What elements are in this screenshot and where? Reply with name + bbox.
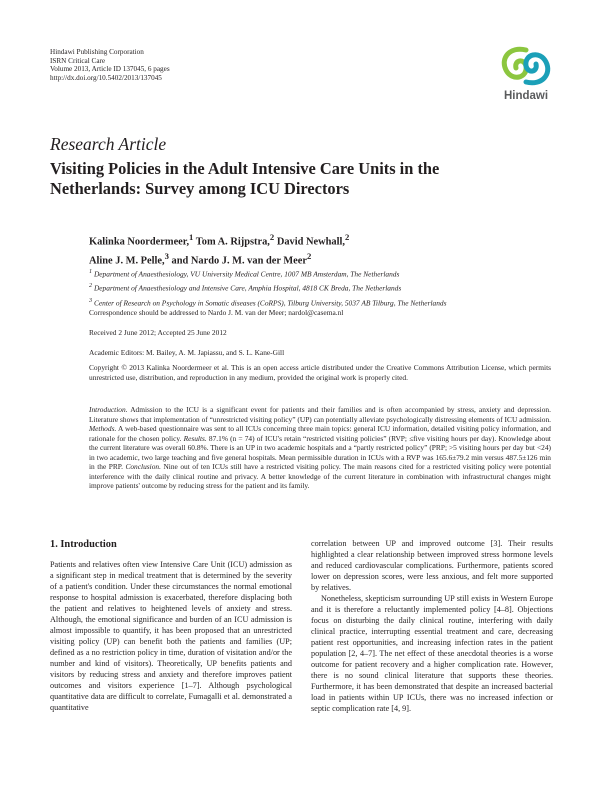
author-name: Kalinka Noordermeer, — [89, 236, 190, 248]
abstract-methods: A web-based questionnaire was sent to all ICUs concerning three main topics: general ICU information, detailed visiting policy information, and rationale for the chosen policy. — [89, 424, 551, 443]
left-column — [50, 559, 292, 713]
abstract-results-label: Results. — [183, 433, 207, 443]
affiliation-sup: 3 — [89, 297, 93, 304]
volume-info: Volume 2013, Article ID 137045, 6 pages — [50, 65, 170, 74]
author-sup: 2 — [307, 251, 312, 262]
author-sup: 2 — [344, 232, 350, 242]
affiliation-text: Department of Anaesthesiology and Intensive Care, Amphia Hospital, 4818 CK Breda, The Netherlands — [93, 283, 402, 293]
correspondence: Correspondence should be addressed to Nardo J. M. van der Meer; nardol@casema.nl — [89, 308, 344, 317]
affiliation — [89, 280, 559, 294]
page-title — [50, 159, 520, 199]
journal-name: ISRN Critical Care — [50, 56, 106, 65]
doi-link[interactable]: http://dx.doi.org/10.5402/2013/137045 — [50, 73, 162, 82]
title-line-1: Visiting Policies in the Adult Intensive Care Units in the — [50, 159, 440, 178]
paragraph: Nonetheless, skepticism surrounding UP still exists in Western Europe and it is therefore a reluctantly implemented policy [4–8]. Objections focus on disturbing the daily clinical routine, interfering with daily clinical practice, interrupting essential treatment and care, decreasing patient rest opportunities, and increasing infection rates in the patient population [2, 4–7]. The net effect of these anecdotal theories is a worse outcome for patient recovery and a higher complication rate. However, there is no sound clinical literature that supports these theories. Furthermore, it has been demonstrated that despite an increased bacterial load in patients within UP ICUs, there was no increased infection or septic complication rate [4, 9]. — [311, 594, 553, 713]
abstract-results: 87.1% (n = 74) of ICU's retain “restricted visiting policies” (RVP; ≤five visiting hours per day). Knowledge about the current literature was overall 60.8%. There is an UP in two academic hospitals and a “partly restricted policy” (PRP; >5 visiting hours per day but <24) in two academic, two large teaching and five general hospitals. Mean permissible duration in ICUs with a RVP was 165.6±79.2 min versus 487.5±126 min in the PRP. — [89, 433, 551, 471]
abstract-conclusion: Nine out of ten ICUs still have a restricted visiting policy. The main reasons cited for a restricted visiting policy were potential interference with the daily clinical routine and privacy. A better knowledge of the current literature in combination with infrastructural changes might improve patients' outcome by reducing stress for the patient and its family. — [89, 462, 552, 490]
abstract-intro-label: Introduction. — [89, 405, 128, 414]
received-dates: Received 2 June 2012; Accepted 25 June 2012 — [89, 328, 227, 337]
affiliation — [89, 266, 559, 280]
logo-text: Hindawi — [503, 90, 549, 102]
affiliation-text: Center of Research on Psychology in Somatic diseases (CoRPS), Tilburg University, 5037 AB Tilburg, The Netherlands — [93, 298, 447, 308]
affiliation-sup: 1 — [89, 269, 93, 275]
author-name: Tom A. Rijpstra, — [195, 236, 270, 248]
section-heading: 1. Introduction — [50, 539, 117, 550]
author-sup: 3 — [164, 251, 169, 262]
paragraph: Patients and relatives often view Intensive Care Unit (ICU) admission as a significant step in medical treatment that is determined by the severity of a patient's condition. Under these circumstances the normal emotional response to hospital admission is exacerbated, therefore displacing both the patient and relatives to heightened levels of anxiety and stress. Although, the emotional significance and burden of an ICU admission is almost impossible to quantify, it has been proposed that an unrestricted visiting policy (UP) can benefit both the patients and families (UP; defined as a no restriction policy in time, duration of visitation and/or the number and kind of visitors). Theoretically, UP benefits patients and visitors by reducing stress and anxiety and therefore improves patient outcomes and visitors experience [1–7]. Although psychological quantitative data are difficult to correlate, Fumagalli et al. demonstrated a quantitative — [50, 560, 292, 712]
abstract — [89, 405, 551, 491]
academic-editors: Academic Editors: M. Bailey, A. M. Japiassu, and S. L. Kane-Gill — [89, 348, 285, 357]
author-line-1 — [89, 230, 509, 249]
abstract-conclusion-label: Conclusion. — [125, 462, 161, 471]
paragraph: correlation between UP and improved outcome [3]. Their results highlighted a clear relationship between improved stress hormone levels and reduced cardiovascular complications. Furthermore, patients scored lower on depression scores, were less anxious, and felt more supported by relatives. — [311, 539, 553, 592]
author-name: Aline J. M. Pelle, — [89, 255, 165, 267]
abstract-methods-label: Methods. — [89, 424, 117, 433]
author-sup: 1 — [189, 232, 194, 242]
publisher-name: Hindawi Publishing Corporation — [50, 48, 144, 56]
affiliations — [89, 266, 559, 309]
right-column — [311, 538, 553, 714]
publication-info — [50, 48, 170, 82]
abstract-intro: Admission to the ICU is a significant event for patients and their families and is often accompanied by stress, anxiety and depression. Literature shows that implementation of “unrestricted visiting policy” (UP) can potentially alleviate psychologically distressing elements of ICU admission. — [89, 405, 551, 424]
author-sup: 2 — [269, 232, 275, 242]
affiliation-sup: 2 — [89, 283, 93, 290]
author-name: and Nardo J. M. van der Meer — [171, 255, 307, 267]
author-list — [89, 230, 509, 269]
affiliation-text: Department of Anaesthesiology, VU University Medical Centre, 1007 MB Amsterdam, The Netherlands — [93, 269, 400, 279]
hindawi-logo-icon — [496, 44, 556, 88]
hindawi-logo — [496, 44, 556, 108]
article-type: Research Article — [50, 134, 167, 154]
title-line-2: Netherlands: Survey among ICU Directors — [50, 179, 350, 198]
author-name: David Newhall, — [276, 236, 345, 248]
copyright-notice: Copyright © 2013 Kalinka Noordermeer et al. This is an open access article distributed under the Creative Commons Attribution License, which permits unrestricted use, distribution, and reproduction in any medium, provided the original work is properly cited. — [89, 363, 551, 382]
